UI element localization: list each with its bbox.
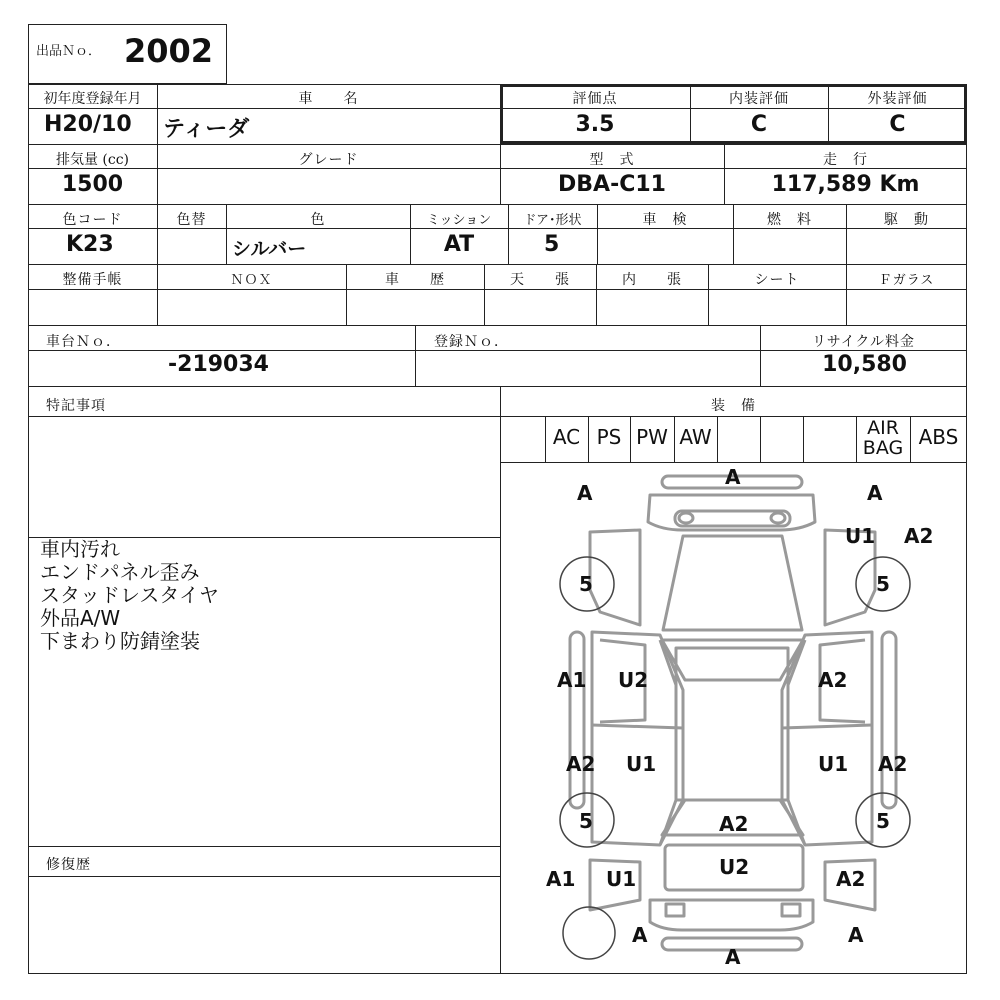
mark-front-right: A — [867, 481, 883, 505]
car-name-value: ティーダ — [163, 117, 250, 142]
fuel-label: 燃 料 — [767, 212, 812, 228]
recycle-fee-value: 10,580 — [822, 352, 907, 377]
car-damage-diagram — [500, 462, 966, 973]
score-label: 評価点 — [572, 91, 618, 107]
mileage-value: 117,589 Km — [771, 172, 920, 197]
color-value: シルバー — [232, 238, 307, 260]
reg-date-label: 初年度登録年月 — [43, 91, 142, 107]
interior-grade-value: C — [750, 112, 768, 137]
note-line: 外品A/W — [40, 606, 121, 630]
tire-rear-right-value: 5 — [876, 809, 890, 833]
equipment-label: 装 備 — [711, 398, 756, 414]
mark-rear-left: A — [632, 923, 648, 947]
lot-label: 出品Ｎｏ． — [36, 44, 102, 59]
repair-history-label: 修復歴 — [46, 857, 91, 873]
tire-rear-left-value: 5 — [579, 809, 593, 833]
note-line: 車内汚れ — [40, 537, 120, 561]
mark-left-rear-u1: U1 — [626, 752, 657, 776]
mark-left-door-a1: A1 — [557, 668, 587, 692]
interior-lining-label: 内 張 — [622, 272, 682, 288]
maintenance-book-label: 整備手帳 — [62, 272, 123, 288]
note-line: エンドパネル歪み — [40, 560, 200, 584]
displacement-value: 1500 — [61, 172, 124, 197]
model-value: DBA-C11 — [558, 172, 666, 197]
mark-right-quarter-a2: A2 — [836, 867, 866, 891]
equip-airbag: AIR BAG — [862, 417, 904, 459]
mark-rear-gate-u2: U2 — [719, 855, 750, 879]
mark-left-quarter-a1: A1 — [546, 867, 576, 891]
mark-right-rear-u1: U1 — [818, 752, 849, 776]
note-line: スタッドレスタイヤ — [40, 583, 219, 607]
mark-front-bumper: A — [725, 465, 741, 489]
chassis-no-label: 車台Ｎｏ． — [46, 334, 121, 350]
mark-left-rear-a2: A2 — [566, 752, 596, 776]
tire-front-right-value: 5 — [876, 572, 890, 596]
chassis-no-value: -219034 — [168, 352, 269, 377]
mission-label: ミッション — [426, 213, 492, 228]
mark-rear-right: A — [848, 923, 864, 947]
color-change-label: 色替 — [176, 212, 207, 228]
mark-front-left: A — [577, 481, 593, 505]
door-value: 5 — [544, 232, 560, 257]
color-code-label: 色コード — [62, 212, 123, 228]
equip-ac: AC — [552, 425, 581, 449]
mark-right-rear-a2: A2 — [878, 752, 908, 776]
car-name-label: 車 名 — [298, 91, 359, 107]
model-label: 型 式 — [589, 152, 635, 168]
mark-rear-bumper: A — [725, 945, 741, 969]
lot-number: 2002 — [124, 32, 214, 70]
mark-right-door-a2: A2 — [818, 668, 848, 692]
reg-date-value: H20/10 — [44, 112, 132, 137]
mileage-label: 走 行 — [823, 152, 868, 168]
inspection-label: 車 検 — [642, 212, 688, 228]
color-label: 色 — [310, 212, 326, 228]
special-notes-label: 特記事項 — [46, 398, 106, 414]
equip-pw: PW — [636, 425, 668, 449]
front-glass-label: Ｆガラス — [878, 273, 935, 288]
exterior-grade-label: 外装評価 — [867, 91, 928, 107]
mark-left-door-u2: U2 — [618, 668, 649, 692]
color-code-value: K23 — [66, 232, 114, 257]
tire-front-left-value: 5 — [579, 572, 593, 596]
equip-abs: ABS — [918, 425, 959, 449]
car-history-label: 車 歴 — [385, 272, 445, 288]
nox-label: ＮＯＸ — [230, 273, 273, 288]
door-label: ドア･形状 — [523, 213, 582, 228]
registration-no-label: 登録Ｎｏ． — [434, 334, 509, 350]
mark-right-fender-a2: A2 — [904, 524, 934, 548]
mark-trunk-a2: A2 — [719, 812, 749, 836]
equip-ps: PS — [596, 425, 622, 449]
equip-aw: AW — [679, 425, 712, 449]
seat-label: シート — [754, 272, 800, 288]
roof-lining-label: 天 張 — [510, 272, 570, 288]
mark-left-quarter-u1: U1 — [606, 867, 637, 891]
recycle-fee-label: リサイクル料金 — [811, 334, 916, 350]
mission-value: AT — [443, 232, 475, 257]
displacement-label: 排気量 (cc) — [55, 152, 130, 168]
exterior-grade-value: C — [889, 112, 906, 137]
grade-label: グレード — [298, 152, 359, 168]
drive-label: 駆 動 — [884, 212, 929, 228]
note-line: 下まわり防錆塗装 — [40, 629, 200, 653]
interior-grade-label: 内装評価 — [729, 91, 789, 107]
mark-right-fender-u1: U1 — [845, 524, 876, 548]
score-value: 3.5 — [575, 112, 615, 137]
